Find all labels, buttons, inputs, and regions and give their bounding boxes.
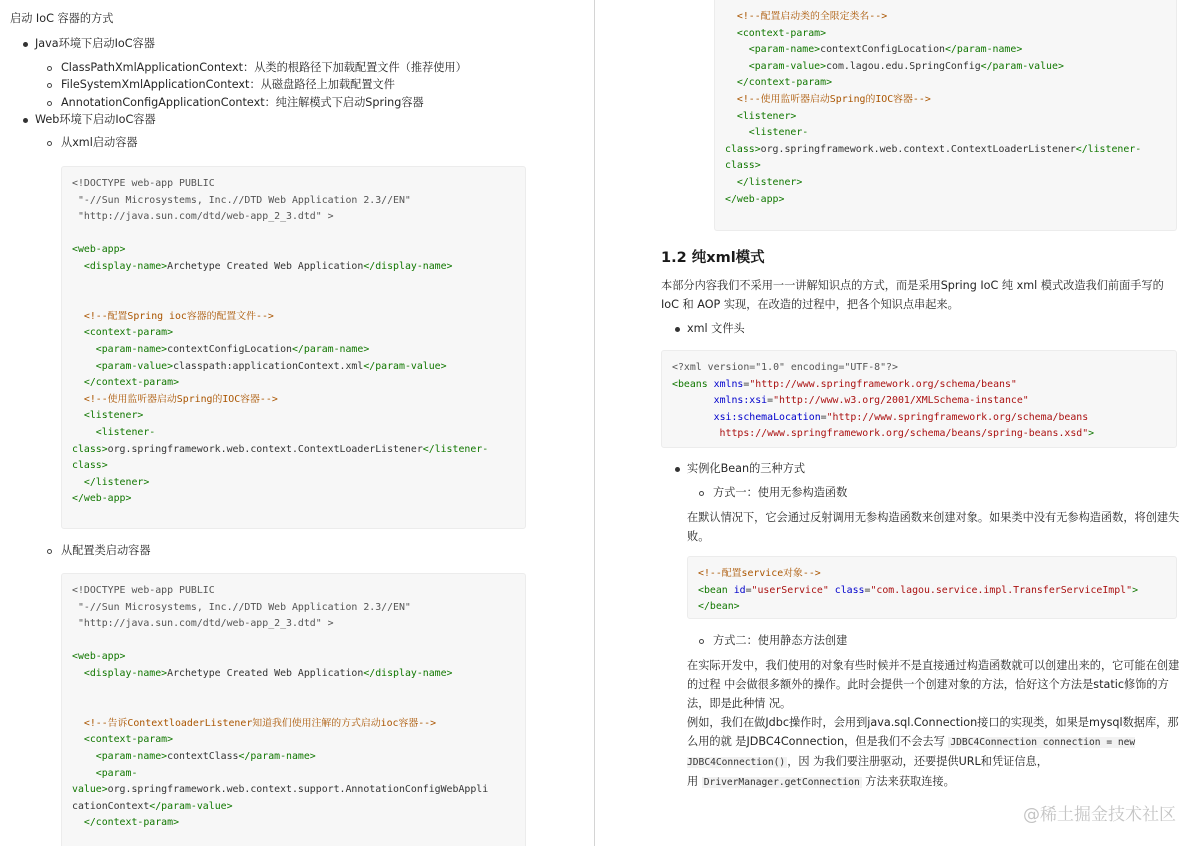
- bean-ways-item: 实例化Bean的三种方式: [687, 462, 806, 475]
- code-text: <!--配置service对象--> <bean id="userService" class="com.lagou.service.impl.TransferServiceImpl"> </bean>: [698, 568, 1139, 613]
- bullet: [47, 101, 52, 106]
- inline-code-getconnection: DriverManager.getConnection: [703, 777, 860, 788]
- bullet: [675, 467, 680, 472]
- intro-paragraph: 本部分内容我们不采用一一讲解知识点的方式，而是采用Spring IoC 纯 xml 模式改造我们前面手写的IoC 和 AOP 实现，在改造的过程中，把各个知识点串起来。: [661, 279, 1164, 311]
- way1-description: 在默认情况下，它会通过反射调用无参构造函数来创建对象。如果类中没有无参构造函数，将创建失败。: [687, 511, 1180, 543]
- filesystem-ctx-item: FileSystemXmlApplicationContext：从磁盘路径上加载配置文件: [61, 78, 395, 91]
- web-env-item: Web环境下启动IoC容器: [35, 113, 156, 126]
- example-paragraph: [687, 713, 1181, 792]
- right-page: [596, 0, 1198, 846]
- example-text-2: ，因 为我们要注册驱动，还要提供URL和凭证信息，: [787, 755, 1048, 768]
- code-text: <!--配置启动类的全限定类名--> <context-param> <param-name>contextConfigLocation</param-name> <param-value>com.lagou.edu.SpringConfig</param-value> </context-param> <!--使用监听器启动Spring的IOC容器--> <listener> <listener- class>org.springframework.web.context.ContextLoaderListener</listener- class> </listener> </web-app>: [725, 11, 1142, 205]
- example-text-3: 用: [687, 775, 699, 788]
- config-class-code-block: [61, 573, 526, 846]
- xml-header-code-block: [661, 350, 1177, 448]
- page-divider: [594, 0, 595, 846]
- xml-header-item: xml 文件头: [687, 322, 745, 335]
- bullet: [699, 491, 704, 496]
- code-text: <?xml version="1.0" encoding="UTF-8"?> <beans xmlns="http://www.springframework.org/schema/beans" xmlns:xsi="http://www.w3.org/2001/XMLSchema-instance" xsi:schemaLocation="http://www.springframework.org/schema/beans https://www.springframework.org/schema/beans/spring-beans.xsd">: [672, 362, 1095, 440]
- from-xml-item: 从xml启动容器: [61, 136, 138, 149]
- classpath-ctx-item: ClassPathXmlApplicationContext：从类的根路径下加载配置文件（推荐使用）: [61, 61, 467, 74]
- bullet: [47, 549, 52, 554]
- bullet: [47, 83, 52, 88]
- way1-item: 方式一：使用无参构造函数: [713, 486, 848, 499]
- from-config-item: 从配置类启动容器: [61, 544, 151, 557]
- annotation-ctx-item: AnnotationConfigApplicationContext：纯注解模式下启动Spring容器: [61, 96, 424, 109]
- way2-description: 在实际开发中，我们使用的对象有些时候并不是直接通过构造函数就可以创建出来的，它可能在创建的过程 中会做很多额外的操作。此时会提供一个创建对象的方法，恰好这个方法是static修饰的方法，即是此种情 况。: [687, 659, 1180, 710]
- bullet: [699, 639, 704, 644]
- bullet: [47, 141, 52, 146]
- way2-item: 方式二：使用静态方法创建: [713, 634, 848, 647]
- code-text: <!DOCTYPE web-app PUBLIC "-//Sun Microsystems, Inc.//DTD Web Application 2.3//EN" "http://java.sun.com/dtd/web-app_2_3.dtd" > <web-app> <display-name>Archetype Created Web Application</display-name> <!--告诉ContextloaderListener知道我们使用注解的方式启动ioc容器--> <context-param> <param-name>contextClass</param-name> <param- value>org.springframework.web.context.support.AnnotationConfigWebAppli cationContext</param-value> </context-param>: [72, 585, 489, 829]
- java-env-item: Java环境下启动IoC容器: [35, 37, 155, 50]
- bean-constructor-code-block: [687, 556, 1177, 619]
- code-text: <!DOCTYPE web-app PUBLIC "-//Sun Microsystems, Inc.//DTD Web Application 2.3//EN" "http://java.sun.com/dtd/web-app_2_3.dtd" > <web-app> <display-name>Archetype Created Web Application</display-name> <!--配置Spring ioc容器的配置文件--> <context-param> <param-name>contextConfigLocation</param-name> <param-value>classpath:applicationContext.xml</param-value> </context-param> <!--使用监听器启动Spring的IOC容器--> <listener> <listener- class>org.springframework.web.context.ContextLoaderListener</listener- class> </listener> </web-app>: [72, 178, 489, 505]
- bullet: [23, 118, 28, 123]
- left-page: [0, 0, 594, 846]
- section-title: 1.2 纯xml模式: [661, 250, 765, 266]
- config-class-code-continued: [714, 0, 1177, 231]
- inline-code-connection: JDBC4Connection connection = new JDBC4Connection(): [687, 737, 1136, 768]
- ioc-start-heading: 启动 IoC 容器的方式: [10, 12, 114, 25]
- bullet: [47, 66, 52, 71]
- bullet: [675, 327, 680, 332]
- example-text-4: 方法来获取连接。: [865, 775, 955, 788]
- web-xml-code-block: [61, 166, 526, 529]
- watermark: @稀土掘金技术社区: [1023, 805, 1176, 825]
- bullet: [23, 42, 28, 47]
- example-text-1: 例如，我们在做Jdbc操作时，会用到java.sql.Connection接口的实现类，如果是mysql数据库，那么用的就 是JDBC4Connection，但是我们不会去写: [687, 716, 1179, 748]
